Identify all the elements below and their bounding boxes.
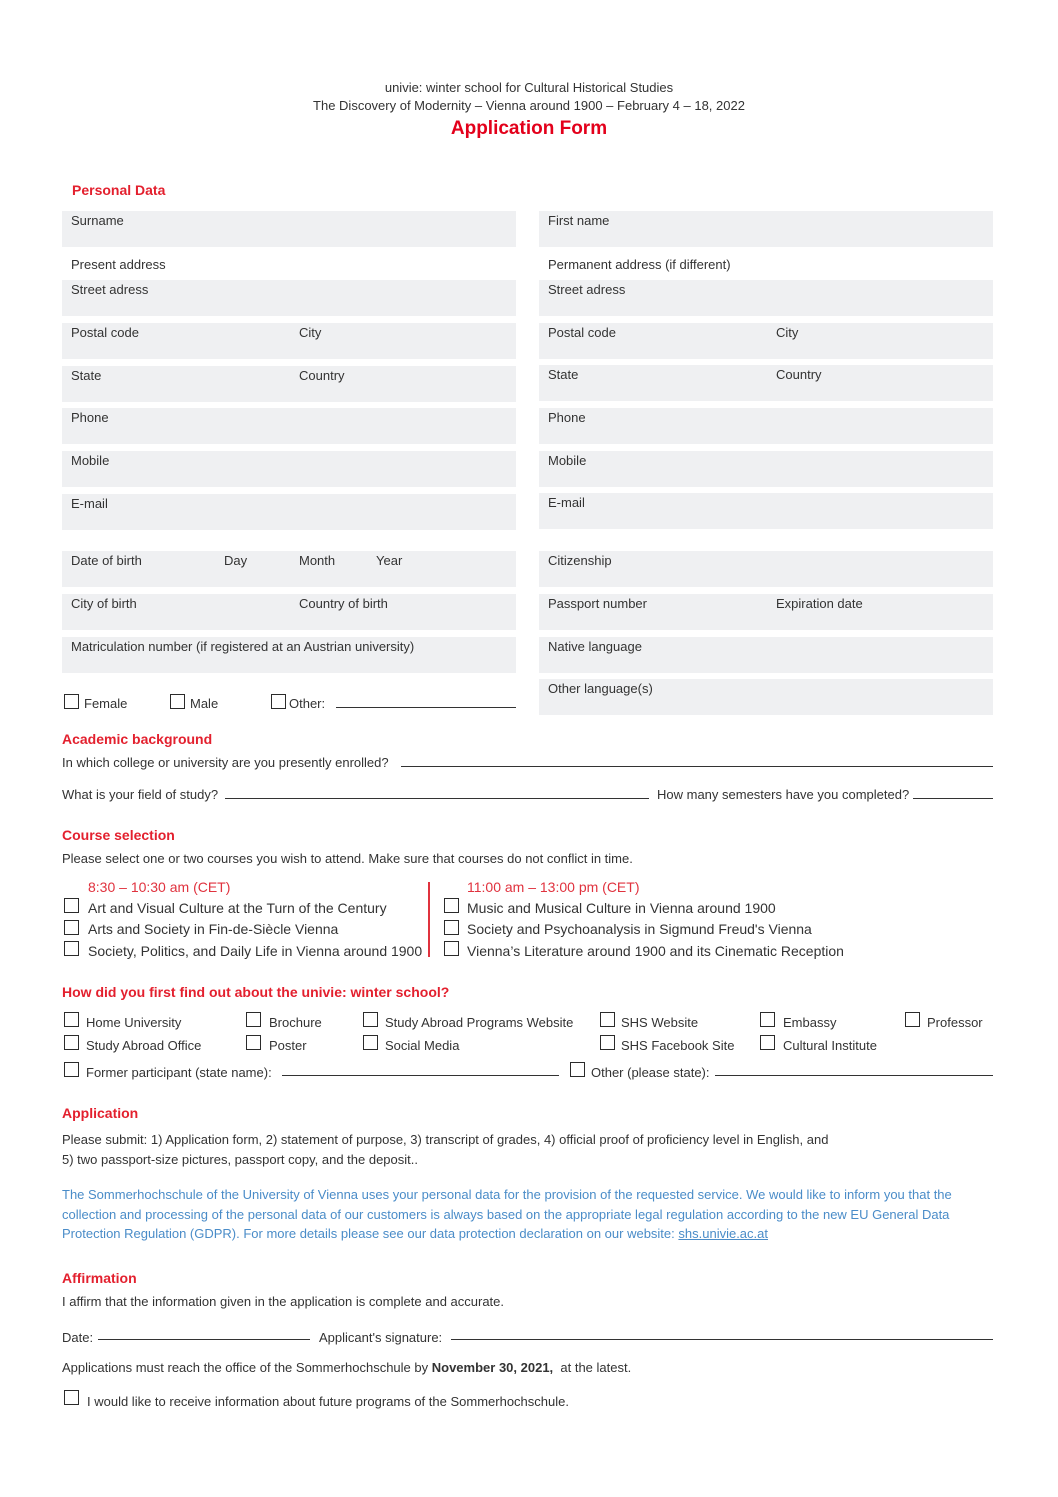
- present-mobile-field[interactable]: [62, 451, 516, 487]
- field-label: City: [299, 325, 322, 340]
- field-label: Native language: [548, 639, 642, 654]
- deadline-date: November 30, 2021,: [431, 1360, 554, 1375]
- course-checkbox[interactable]: [64, 920, 79, 935]
- matriculation-field[interactable]: [62, 637, 516, 673]
- source-label: SHS Facebook Site: [621, 1038, 735, 1053]
- field-label: Year: [376, 553, 403, 568]
- source-checkbox-shs-website[interactable]: [600, 1012, 615, 1027]
- website-link[interactable]: shs.univie.ac.at: [678, 1226, 768, 1241]
- course-label: Arts and Society in Fin-de-Siècle Vienna: [88, 921, 339, 937]
- deadline-notice: [62, 1360, 631, 1375]
- source-checkbox-home-university[interactable]: [64, 1012, 79, 1027]
- course-label: Vienna’s Literature around 1900 and its Cinematic Reception: [467, 943, 844, 959]
- section-heading-source: How did you first find out about the univie: winter school?: [62, 984, 450, 1000]
- source-label: Former participant (state name):: [86, 1065, 272, 1080]
- midday-time-slot: 11:00 am – 13:00 pm (CET): [467, 879, 640, 895]
- present-phone-field[interactable]: [62, 408, 516, 444]
- course-checkbox[interactable]: [444, 920, 459, 935]
- field-of-study-input[interactable]: [225, 798, 649, 799]
- source-label: Social Media: [385, 1038, 460, 1053]
- field-label: Mobile: [71, 453, 110, 468]
- source-label: Cultural Institute: [783, 1038, 877, 1053]
- permanent-mobile-field[interactable]: [539, 451, 993, 487]
- source-label: Other (please state):: [591, 1065, 710, 1080]
- present-address-label: Present address: [71, 257, 166, 272]
- date-label: Date:: [62, 1330, 94, 1345]
- field-label: Expiration date: [776, 596, 863, 611]
- gdpr-text: The Sommerhochschule of the University of Vienna uses your personal data for the provision of the requested service. We would like to inform you that the collection and processing of the personal data of our customers is always based on the appropriate legal regulation according to the new EU General Data Protection Regulation (GDPR). For more details please see our data protection declaration on our website:: [62, 1187, 952, 1241]
- semesters-input[interactable]: [913, 798, 993, 799]
- college-question: In which college or university are you presently enrolled?: [62, 755, 389, 770]
- permanent-address-label: Permanent address (if different): [548, 257, 731, 272]
- signature-input[interactable]: [451, 1339, 993, 1340]
- field-label: Street adress: [548, 282, 626, 297]
- field-label: E-mail: [71, 496, 108, 511]
- section-heading-courses: Course selection: [62, 827, 175, 843]
- course-label: Society, Politics, and Daily Life in Vienna around 1900: [88, 943, 423, 959]
- permanent-postal-city-field[interactable]: [539, 323, 993, 359]
- other-gender-label: Other:: [289, 696, 326, 711]
- male-checkbox[interactable]: [170, 694, 185, 709]
- source-label: SHS Website: [621, 1015, 699, 1030]
- female-checkbox[interactable]: [64, 694, 79, 709]
- field-label: Month: [299, 553, 336, 568]
- section-heading-personal-data: Personal Data: [72, 182, 166, 198]
- field-label: Surname: [71, 213, 124, 228]
- page-title: Application Form: [450, 118, 608, 139]
- date-input[interactable]: [98, 1339, 310, 1340]
- course-divider: [428, 882, 430, 957]
- field-label: Day: [224, 553, 248, 568]
- source-checkbox-shs-facebook[interactable]: [600, 1035, 615, 1050]
- application-requirements-line2: 5) two passport-size pictures, passport copy, and the deposit..: [62, 1152, 418, 1167]
- present-email-field[interactable]: [62, 494, 516, 530]
- birthplace-field[interactable]: [62, 594, 516, 630]
- native-language-field[interactable]: [539, 637, 993, 673]
- signature-label: Applicant's signature:: [319, 1330, 443, 1345]
- header-subtitle: univie: winter school for Cultural Historical Studies: [384, 80, 674, 95]
- gdpr-notice: [62, 1185, 994, 1244]
- source-checkbox-former-participant[interactable]: [64, 1062, 79, 1077]
- field-of-study-question: What is your field of study?: [62, 787, 219, 802]
- field-label: Citizenship: [548, 553, 612, 568]
- source-label: Embassy: [783, 1015, 837, 1030]
- field-label: State: [71, 368, 102, 383]
- course-label: Art and Visual Culture at the Turn of the Century: [88, 900, 387, 916]
- field-label: Country: [299, 368, 345, 383]
- source-label: Home University: [86, 1015, 182, 1030]
- present-state-country-field[interactable]: [62, 366, 516, 402]
- first-name-field[interactable]: [539, 211, 993, 247]
- other-gender-checkbox[interactable]: [271, 694, 286, 709]
- deadline-post: at the latest.: [560, 1360, 632, 1375]
- field-label: Passport number: [548, 596, 647, 611]
- permanent-phone-field[interactable]: [539, 408, 993, 444]
- field-label: Phone: [548, 410, 586, 425]
- field-label: Other language(s): [548, 681, 653, 696]
- field-label: Postal code: [71, 325, 139, 340]
- college-input[interactable]: [401, 766, 993, 767]
- course-checkbox[interactable]: [64, 898, 79, 913]
- other-gender-input[interactable]: [336, 707, 516, 708]
- former-participant-input[interactable]: [282, 1075, 559, 1076]
- field-label: Country of birth: [299, 596, 388, 611]
- source-checkbox-study-abroad-website[interactable]: [363, 1012, 378, 1027]
- course-label: Music and Musical Culture in Vienna around 1900: [467, 900, 776, 916]
- source-label: Study Abroad Programs Website: [385, 1015, 574, 1030]
- field-label: City: [776, 325, 799, 340]
- field-label: First name: [548, 213, 610, 228]
- section-heading-application: Application: [62, 1105, 139, 1121]
- other-languages-field[interactable]: [539, 679, 993, 715]
- course-label: Society and Psychoanalysis in Sigmund Freud's Vienna: [467, 921, 812, 937]
- source-checkbox-professor[interactable]: [905, 1012, 920, 1027]
- field-label: Mobile: [548, 453, 587, 468]
- surname-field[interactable]: [62, 211, 516, 247]
- present-postal-city-field[interactable]: [62, 323, 516, 359]
- field-label: State: [548, 367, 579, 382]
- field-label: E-mail: [548, 495, 585, 510]
- newsletter-checkbox[interactable]: [64, 1390, 79, 1405]
- source-checkbox-other[interactable]: [570, 1062, 585, 1077]
- field-label: Country: [776, 367, 822, 382]
- source-checkbox-brochure[interactable]: [246, 1012, 261, 1027]
- field-label: Street adress: [71, 282, 149, 297]
- source-checkbox-cultural-institute[interactable]: [760, 1035, 775, 1050]
- source-checkbox-embassy[interactable]: [760, 1012, 775, 1027]
- course-instructions: Please select one or two courses you wish to attend. Make sure that courses do not conflict in time.: [62, 851, 633, 866]
- male-label: Male: [190, 696, 219, 711]
- source-checkbox-study-abroad-office[interactable]: [64, 1035, 79, 1050]
- source-label: Brochure: [269, 1015, 322, 1030]
- course-checkbox[interactable]: [444, 941, 459, 956]
- source-label: Study Abroad Office: [86, 1038, 202, 1053]
- permanent-street-field[interactable]: [539, 280, 993, 316]
- affirmation-statement: I affirm that the information given in the application is complete and accurate.: [62, 1294, 505, 1309]
- female-label: Female: [84, 696, 128, 711]
- field-label: Postal code: [548, 325, 616, 340]
- course-checkbox[interactable]: [444, 898, 459, 913]
- source-checkbox-social-media[interactable]: [363, 1035, 378, 1050]
- field-label: City of birth: [71, 596, 137, 611]
- section-heading-affirmation: Affirmation: [62, 1270, 137, 1286]
- application-requirements-line1: Please submit: 1) Application form, 2) statement of purpose, 3) transcript of grades, 4) official proof of proficiency level in English, and: [62, 1132, 829, 1147]
- present-street-field[interactable]: [62, 280, 516, 316]
- source-label: Poster: [269, 1038, 307, 1053]
- course-checkbox[interactable]: [64, 941, 79, 956]
- newsletter-label: I would like to receive information about future programs of the Sommerhochschule.: [87, 1394, 569, 1409]
- semesters-question: How many semesters have you completed?: [657, 787, 910, 802]
- field-label: Matriculation number (if registered at an Austrian university): [71, 639, 415, 654]
- other-source-input[interactable]: [715, 1075, 993, 1076]
- citizenship-field[interactable]: [539, 551, 993, 587]
- section-heading-academic: Academic background: [62, 731, 213, 747]
- permanent-state-country-field[interactable]: [539, 365, 993, 401]
- deadline-pre: Applications must reach the office of the Sommerhochschule by: [62, 1360, 429, 1375]
- date-of-birth-field[interactable]: [62, 551, 516, 587]
- field-label: Date of birth: [71, 553, 142, 568]
- morning-time-slot: 8:30 – 10:30 am (CET): [88, 879, 231, 895]
- field-label: Phone: [71, 410, 109, 425]
- source-checkbox-poster[interactable]: [246, 1035, 261, 1050]
- passport-field[interactable]: [539, 594, 993, 630]
- source-label: Professor: [927, 1015, 983, 1030]
- permanent-email-field[interactable]: [539, 493, 993, 529]
- header-program: The Discovery of Modernity – Vienna around 1900 – February 4 – 18, 2022: [313, 98, 745, 113]
